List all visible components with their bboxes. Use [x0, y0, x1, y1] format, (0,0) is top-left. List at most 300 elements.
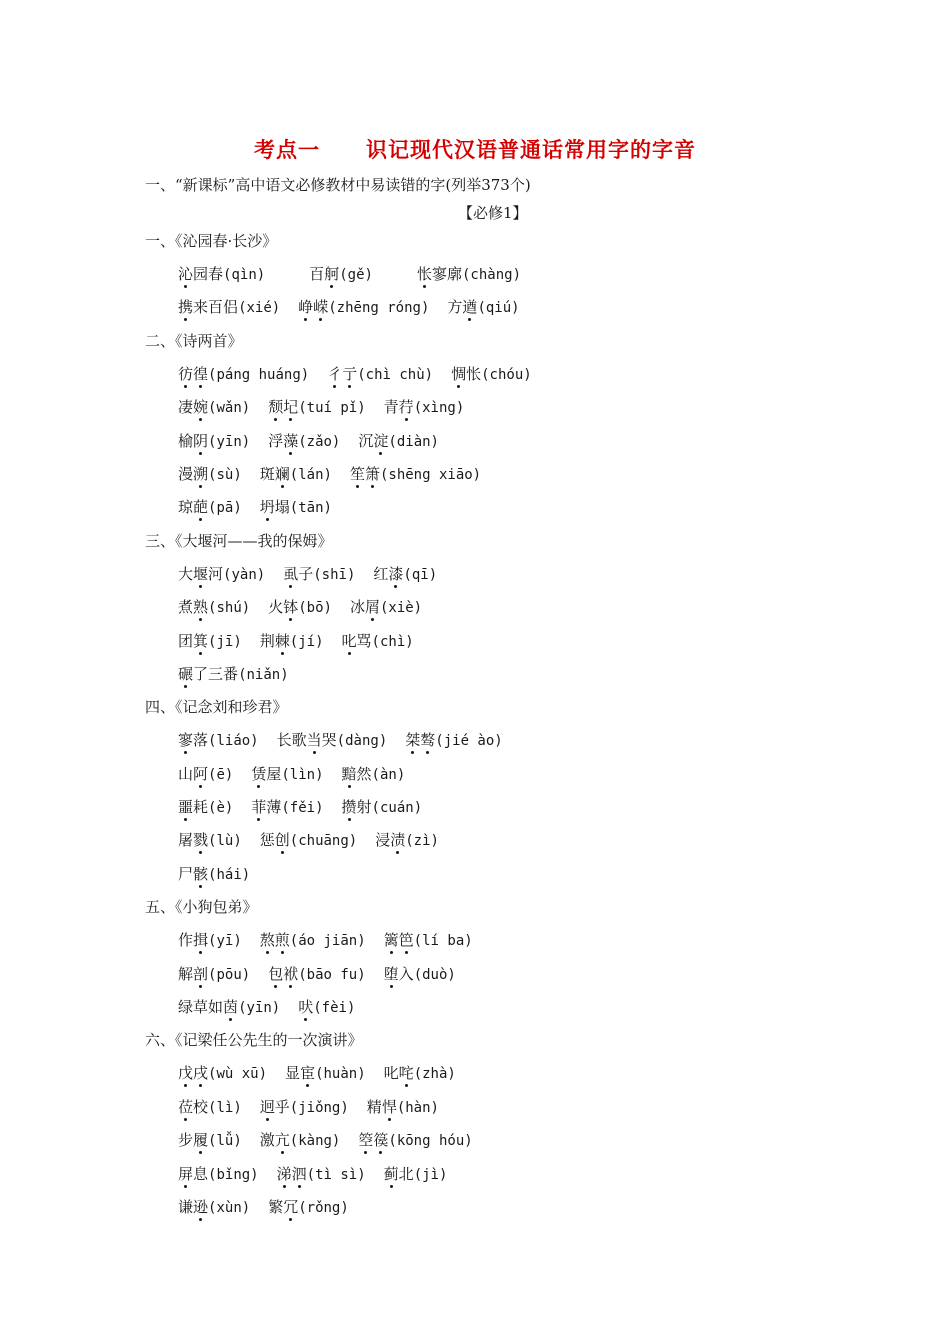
word-row — [145, 1163, 825, 1196]
word-row — [145, 396, 825, 429]
emphasized-char: 婉 — [193, 398, 209, 417]
word-char: 侣 — [223, 298, 239, 317]
emphasized-char: 箫 — [364, 464, 380, 483]
word-char: 显 — [285, 1064, 301, 1083]
emphasized-char: 黯 — [341, 764, 357, 783]
word-item — [251, 763, 323, 786]
word-row — [145, 596, 825, 629]
pinyin: (chì) — [371, 633, 414, 650]
word-chars — [358, 432, 388, 450]
word-chars — [277, 1165, 307, 1183]
word-char: 解 — [178, 964, 194, 983]
emphasized-char: 阿 — [193, 764, 209, 783]
emphasized-char: 戌 — [193, 1064, 209, 1083]
word-chars — [178, 498, 208, 516]
pinyin: (yīn) — [208, 433, 251, 450]
pinyin: (qìn) — [223, 267, 266, 283]
word-item — [178, 596, 250, 619]
pinyin: (è) — [208, 800, 234, 817]
word-chars — [178, 432, 208, 450]
word-item — [178, 663, 289, 686]
word-char: 园 — [193, 265, 209, 283]
word-item — [178, 929, 242, 952]
emphasized-char: 亍 — [342, 364, 358, 383]
word-row — [145, 1062, 825, 1095]
word-item — [327, 363, 433, 386]
emphasized-char: 圮 — [283, 398, 299, 417]
emphasized-char: 葩 — [193, 498, 209, 517]
emphasized-char: 攒 — [341, 798, 357, 817]
emphasized-char: 堕 — [383, 964, 399, 983]
word-char: 荆 — [259, 631, 275, 650]
word-char: 步 — [178, 1131, 194, 1150]
word-char: 繁 — [268, 1197, 284, 1216]
word-item — [268, 396, 365, 419]
word-char: 校 — [193, 1097, 209, 1116]
word-row — [145, 996, 825, 1029]
pinyin: (zhà) — [413, 1066, 456, 1083]
word-item — [178, 296, 280, 319]
word-item — [342, 630, 414, 653]
pinyin: (chuāng) — [289, 833, 358, 850]
word-chars — [260, 1098, 290, 1116]
word-item — [178, 463, 242, 486]
word-item — [178, 496, 242, 519]
intro-line: 一、“新课标”高中语文必修教材中易读错的字(列举373个) — [145, 176, 531, 194]
emphasized-char: 袱 — [283, 964, 299, 983]
word-char: 乎 — [274, 1097, 290, 1116]
word-char: 冰 — [349, 598, 365, 617]
word-char: 了 — [193, 664, 209, 683]
pinyin: (lìn) — [281, 766, 324, 783]
pinyin: (hái) — [208, 866, 251, 883]
word-item — [178, 1062, 267, 1085]
word-char: 浮 — [268, 431, 284, 450]
emphasized-char: 逊 — [193, 1197, 209, 1216]
pinyin: (lì) — [208, 1099, 242, 1116]
emphasized-char: 篌 — [373, 1131, 389, 1150]
word-item — [178, 1129, 242, 1152]
word-char: 河 — [208, 564, 224, 583]
section-heading: 四、《记念刘和珍君》 — [145, 698, 288, 717]
emphasized-char: 骸 — [193, 864, 209, 883]
emphasized-char: 戊 — [178, 1064, 194, 1083]
word-char: 团 — [178, 631, 194, 650]
word-item — [309, 263, 373, 286]
word-item — [178, 729, 259, 752]
word-chars — [268, 398, 298, 416]
word-row — [145, 630, 825, 663]
word-chars — [327, 365, 357, 383]
word-row — [145, 463, 825, 496]
word-char: 百 — [208, 298, 224, 317]
word-row — [145, 563, 825, 596]
emphasized-char: 叱 — [341, 631, 357, 650]
word-item — [268, 963, 365, 986]
emphasized-char: 桀 — [405, 731, 421, 750]
word-chars — [178, 565, 223, 583]
page-title — [0, 134, 950, 164]
emphasized-char: 蓟 — [383, 1164, 399, 1183]
pinyin: (rǒng) — [298, 1199, 349, 1216]
word-chars — [373, 565, 403, 583]
word-char: 射 — [356, 798, 372, 817]
pinyin: (qiú) — [477, 300, 520, 317]
emphasized-char: 屑 — [364, 598, 380, 617]
section-heading: 三、《大堰河——我的保姆》 — [145, 531, 333, 550]
pinyin: (liáo) — [208, 733, 259, 750]
word-row — [145, 1196, 825, 1229]
emphasized-char: 碾 — [178, 664, 194, 683]
emphasized-char: 箜 — [358, 1131, 374, 1150]
emphasized-char: 棘 — [274, 631, 290, 650]
emphasized-char: 迥 — [259, 1097, 275, 1116]
volume-label: 【必修1】 — [458, 204, 528, 222]
pinyin: (qī) — [403, 566, 438, 583]
word-char: 谦 — [178, 1197, 194, 1216]
pinyin: (tì sì) — [306, 1166, 366, 1183]
word-item — [260, 496, 332, 519]
emphasized-char: 舸 — [324, 265, 340, 283]
word-char: 绿 — [178, 998, 194, 1017]
word-item — [283, 563, 355, 586]
word-char: 然 — [356, 764, 372, 783]
word-item — [178, 863, 250, 886]
pinyin: (tuí pǐ) — [298, 400, 366, 417]
word-item — [342, 796, 423, 819]
word-row — [145, 1129, 825, 1162]
word-item — [342, 763, 406, 786]
word-char: 耗 — [193, 798, 209, 817]
section-heading: 一、《沁园春·长沙》 — [145, 232, 278, 250]
sections-list — [145, 230, 825, 1229]
word-char: 长 — [276, 731, 292, 750]
word-chars — [178, 265, 223, 283]
pinyin: (huàn) — [315, 1066, 366, 1083]
emphasized-char: 吠 — [298, 998, 314, 1017]
word-chars — [178, 598, 208, 616]
emphasized-char: 涕 — [276, 1164, 292, 1183]
title-part1: 考点一 — [254, 138, 320, 162]
word-chars — [178, 998, 238, 1016]
word-char: 火 — [268, 598, 284, 617]
pinyin: (tān) — [289, 500, 332, 517]
emphasized-char: 徨 — [193, 364, 209, 383]
emphasized-char: 戮 — [193, 831, 209, 850]
emphasized-char: 峥 — [298, 298, 314, 317]
word-char: 北 — [398, 1164, 414, 1183]
emphasized-char: 篱 — [383, 931, 399, 950]
pinyin: (cuán) — [371, 800, 423, 817]
word-chars — [260, 931, 290, 949]
pinyin: (lí ba) — [413, 933, 473, 950]
pinyin: (jī) — [208, 633, 242, 650]
word-item — [417, 263, 521, 286]
word-chars — [268, 598, 298, 616]
word-char: 漫 — [178, 464, 194, 483]
word-char: 来 — [193, 298, 209, 317]
emphasized-char: 彷 — [178, 364, 194, 383]
word-item — [178, 396, 250, 419]
pinyin: (xié) — [238, 300, 281, 317]
word-item — [367, 1096, 439, 1119]
pinyin: (duò) — [413, 966, 456, 983]
word-char: 屋 — [266, 764, 282, 783]
word-item — [268, 1196, 349, 1219]
word-item — [298, 296, 429, 319]
word-char: 作 — [178, 931, 194, 950]
word-row — [145, 929, 825, 962]
word-char: 煮 — [178, 598, 194, 617]
word-chars — [178, 465, 208, 483]
word-char: 息 — [193, 1164, 209, 1183]
emphasized-char: 堰 — [193, 564, 209, 583]
pinyin: (kàng) — [289, 1133, 341, 1150]
emphasized-char: 阴 — [193, 431, 209, 450]
word-item — [178, 1163, 259, 1186]
emphasized-char: 渍 — [390, 831, 406, 850]
word-row — [145, 496, 825, 529]
word-row — [145, 963, 825, 996]
emphasized-char: 彳 — [327, 364, 343, 383]
word-chars — [342, 632, 372, 650]
pinyin: (jié ào) — [435, 733, 503, 750]
pinyin: (shī) — [313, 566, 356, 583]
word-chars — [405, 731, 435, 749]
word-item — [268, 596, 332, 619]
word-item — [178, 763, 233, 786]
pinyin: (yīn) — [238, 1000, 281, 1017]
emphasized-char: 斓 — [274, 464, 290, 483]
word-item — [178, 829, 242, 852]
word-chars — [178, 731, 208, 749]
emphasized-char: 溯 — [193, 464, 209, 483]
word-item — [260, 1096, 349, 1119]
word-chars — [178, 298, 238, 316]
title-part2: 识记现代汉语普通话常用字的字音 — [366, 138, 696, 162]
word-char: 百 — [309, 265, 325, 283]
pinyin: (fèi) — [313, 1000, 356, 1017]
emphasized-char: 菲 — [251, 798, 267, 817]
pinyin: (xùn) — [208, 1199, 251, 1216]
word-char: 大 — [178, 564, 194, 583]
pinyin: (xìng) — [413, 400, 465, 417]
word-item — [260, 630, 324, 653]
word-char: 青 — [383, 398, 399, 417]
section-heading: 六、《记梁任公先生的一次演讲》 — [145, 1031, 363, 1050]
emphasized-char: 惆 — [451, 364, 467, 383]
word-chars — [268, 965, 298, 983]
emphasized-char: 冗 — [283, 1197, 299, 1216]
pinyin: (shú) — [208, 600, 251, 617]
pinyin: (jì) — [413, 1166, 448, 1183]
word-chars — [384, 965, 414, 983]
emphasized-char: 淀 — [373, 431, 389, 450]
emphasized-char: 悍 — [381, 1097, 397, 1116]
word-chars — [178, 965, 208, 983]
word-chars — [178, 365, 208, 383]
word-char: 浸 — [375, 831, 391, 850]
emphasized-char: 携 — [178, 298, 194, 317]
word-row — [145, 796, 825, 829]
pinyin: (sù) — [208, 466, 242, 483]
word-char: 山 — [178, 764, 194, 783]
word-chars — [447, 298, 477, 316]
word-item — [384, 929, 473, 952]
pinyin: (xiè) — [379, 600, 423, 617]
pinyin: (pōu) — [208, 966, 251, 983]
word-char: 廓 — [446, 265, 462, 283]
word-char: 凄 — [178, 398, 194, 417]
word-row — [145, 363, 825, 396]
word-item — [178, 630, 242, 653]
word-row — [145, 1096, 825, 1129]
word-char: 薄 — [266, 798, 282, 817]
word-row — [145, 296, 825, 329]
word-chars — [178, 1098, 208, 1116]
pinyin: (niǎn) — [238, 666, 289, 683]
word-chars — [178, 1131, 208, 1149]
emphasized-char: 漆 — [388, 564, 404, 583]
word-chars — [178, 398, 208, 416]
emphasized-char: 宦 — [300, 1064, 316, 1083]
word-chars — [298, 998, 313, 1016]
word-item — [178, 263, 265, 286]
emphasized-char: 泗 — [291, 1164, 307, 1183]
pinyin: (ē) — [208, 766, 234, 783]
word-item — [178, 796, 233, 819]
emphasized-char: 创 — [274, 831, 290, 850]
pinyin: (zhēng róng) — [328, 300, 430, 317]
pinyin: (lù) — [208, 833, 242, 850]
word-row — [145, 863, 825, 896]
word-chars — [367, 1098, 397, 1116]
pinyin: (wǎn) — [208, 400, 251, 417]
emphasized-char: 煎 — [274, 931, 290, 950]
word-chars — [384, 398, 414, 416]
word-chars — [384, 931, 414, 949]
emphasized-char: 屏 — [178, 1164, 194, 1183]
emphasized-char: 揖 — [193, 931, 209, 950]
pinyin: (kōng hóu) — [388, 1133, 473, 1150]
word-char: 激 — [259, 1131, 275, 1150]
pinyin: (wù xū) — [208, 1066, 268, 1083]
emphasized-char: 笆 — [398, 931, 414, 950]
word-char: 惩 — [259, 831, 275, 850]
word-char: 屠 — [178, 831, 194, 850]
emphasized-char: 熬 — [259, 931, 275, 950]
emphasized-char: 荇 — [398, 398, 414, 417]
word-char: 方 — [447, 298, 463, 317]
emphasized-char: 咤 — [398, 1064, 414, 1083]
pinyin: (diàn) — [388, 433, 439, 450]
word-item — [384, 963, 456, 986]
word-item — [178, 996, 280, 1019]
word-row — [145, 663, 825, 696]
pinyin: (páng huáng) — [208, 366, 310, 383]
pinyin: (zì) — [405, 833, 439, 850]
word-item — [350, 596, 422, 619]
word-item — [277, 729, 388, 752]
word-char: 落 — [193, 731, 209, 750]
word-chars — [178, 632, 208, 650]
emphasized-char: 遒 — [462, 298, 478, 317]
word-item — [178, 963, 250, 986]
word-char: 沉 — [358, 431, 374, 450]
word-item — [373, 563, 437, 586]
word-item — [350, 463, 481, 486]
word-char: 子 — [298, 564, 314, 583]
emphasized-char: 赁 — [251, 764, 267, 783]
word-char: 三 — [208, 664, 224, 683]
word-char: 精 — [366, 1097, 382, 1116]
word-chars — [277, 731, 337, 749]
emphasized-char: 怅 — [416, 265, 432, 283]
word-char: 叱 — [383, 1064, 399, 1083]
word-row — [145, 430, 825, 463]
word-chars — [178, 665, 238, 683]
word-char: 哭 — [321, 731, 337, 750]
word-chars — [178, 798, 208, 816]
word-item — [298, 996, 355, 1019]
pinyin: (dàng) — [336, 733, 388, 750]
word-chars — [283, 565, 313, 583]
word-char: 草 — [193, 998, 209, 1017]
emphasized-char: 莅 — [178, 1097, 194, 1116]
section-heading: 五、《小狗包弟》 — [145, 898, 258, 917]
word-item — [178, 1096, 242, 1119]
emphasized-char: 沁 — [178, 265, 194, 283]
word-chars — [342, 765, 372, 783]
pinyin: (chóu) — [481, 366, 532, 383]
pinyin: (chàng) — [462, 267, 522, 283]
word-row — [145, 263, 825, 296]
word-chars — [268, 432, 298, 450]
word-char: 斑 — [259, 464, 275, 483]
word-char: 塌 — [274, 498, 290, 517]
pinyin: (jiǒng) — [289, 1099, 349, 1116]
pinyin: (bō) — [298, 600, 332, 617]
emphasized-char: 钵 — [283, 598, 299, 617]
word-item — [178, 363, 309, 386]
emphasized-char: 包 — [268, 964, 284, 983]
emphasized-char: 虱 — [283, 564, 299, 583]
word-char: 榆 — [178, 431, 194, 450]
word-item — [384, 1163, 448, 1186]
word-chars — [178, 865, 208, 883]
word-chars — [260, 498, 290, 516]
pinyin: (fěi) — [281, 800, 324, 817]
pinyin: (shēng xiāo) — [379, 466, 482, 483]
word-item — [384, 396, 465, 419]
word-item — [260, 929, 366, 952]
pinyin: (zǎo) — [298, 433, 341, 450]
word-item — [260, 1129, 341, 1152]
word-chars — [375, 831, 405, 849]
word-chars — [342, 798, 372, 816]
word-row — [145, 729, 825, 762]
word-char: 如 — [208, 998, 224, 1017]
word-char: 红 — [373, 564, 389, 583]
pinyin: (àn) — [371, 766, 406, 783]
word-chars — [260, 831, 290, 849]
word-char: 怅 — [466, 364, 482, 383]
word-item — [375, 829, 439, 852]
word-item — [260, 829, 357, 852]
emphasized-char: 剖 — [193, 964, 209, 983]
word-chars — [251, 798, 281, 816]
word-chars — [178, 1064, 208, 1082]
